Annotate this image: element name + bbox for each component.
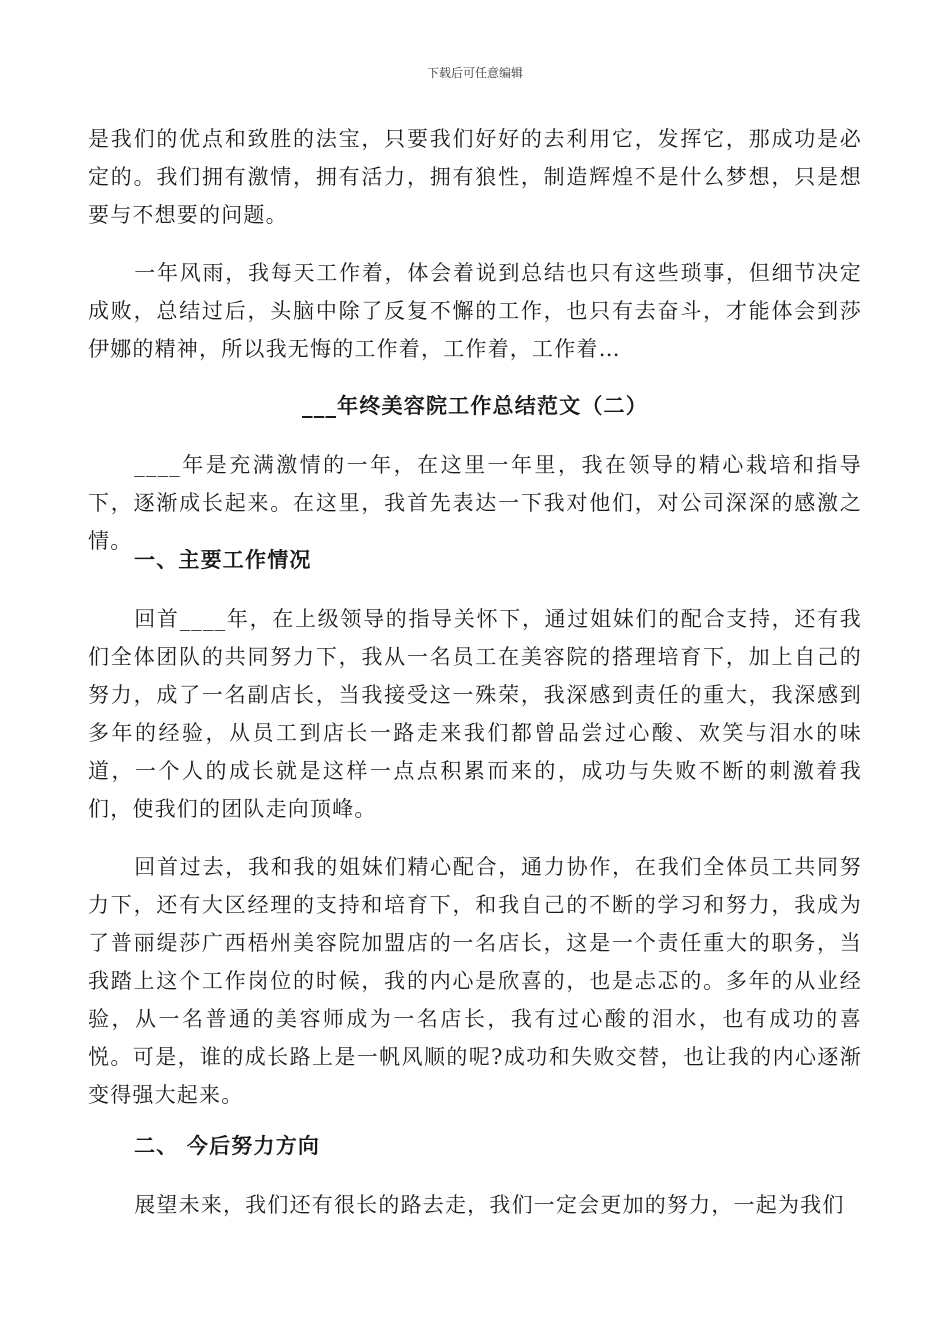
paragraph-1: 是我们的优点和致胜的法宝，只要我们好好的去利用它，发挥它，那成功是必定的。我们拥有激情，拥有活力，拥有狼性，制造辉煌不是什么梦想，只是想要与不想要的问题。	[88, 127, 862, 227]
page-header-note: 下载后可任意编辑	[426, 66, 523, 80]
paragraph-3: ____年是充满激情的一年，在这里一年里，我在领导的精心栽培和指导下，逐渐成长起来。在这里，我首先表达一下我对他们，对公司深深的感激之情。	[88, 453, 862, 553]
section-heading-2: 二、 今后努力方向	[134, 1134, 321, 1158]
section-heading-1: 一、主要工作情况	[134, 548, 312, 572]
paragraph-2: 一年风雨，我每天工作着，体会着说到总结也只有这些琐事，但细节决定成败，总结过后，头脑中除了反复不懈的工作，也只有去奋斗，才能体会到莎伊娜的精神，所以我无悔的工作着，工作着，工作着…	[88, 261, 862, 361]
paragraph-4: 回首____年，在上级领导的指导关怀下，通过姐妹们的配合支持，还有我们全体团队的共同努力下，我从一名员工在美容院的搭理培育下，加上自己的努力，成了一名副店长，当我接受这一殊荣，我深感到责任的重大，我深感到多年的经验，从员工到店长一路走来我们都曾品尝过心酸、欢笑与泪水的味道，一个人的成长就是这样一点点积累而来的，成功与失败不断的刺激着我们，使我们的团队走向顶峰。	[88, 607, 862, 821]
paragraph-6: 展望未来，我们还有很长的路去走，我们一定会更加的努力，一起为我们	[134, 1193, 845, 1217]
document-title: ___年终美容院工作总结范文（二）	[302, 394, 648, 418]
paragraph-5: 回首过去，我和我的姐妹们精心配合，通力协作，在我们全体员工共同努力下，还有大区经理的支持和培育下，和我自己的不断的学习和努力，我成为了普丽缇莎广西梧州美容院加盟店的一名店长，这是一个责任重大的职务，当我踏上这个工作岗位的时候，我的内心是欣喜的，也是忐忑的。多年的从业经验，从一名普通的美容师成为一名店长，我有过心酸的泪水，也有成功的喜悦。可是，谁的成长路上是一帆风顺的呢?成功和失败交替，也让我的内心逐渐变得强大起来。	[88, 855, 862, 1107]
